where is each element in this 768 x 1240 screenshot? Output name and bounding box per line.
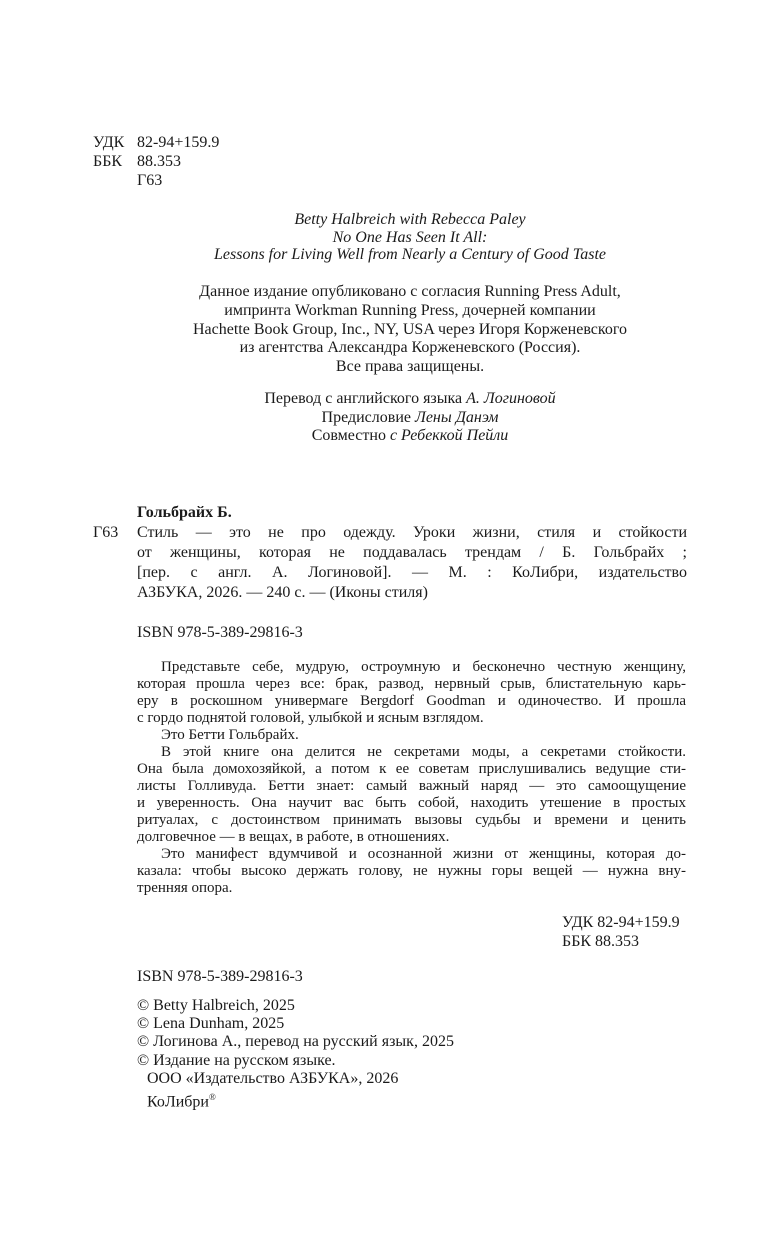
original-subtitle: Lessons for Living Well from Nearly a Century of Good Taste xyxy=(213,246,607,263)
catalog-author: Гольбрайх Б. xyxy=(137,504,232,521)
catalog-line: АЗБУКА, 2026. — 240 с. — (Иконы стиля) xyxy=(137,584,428,601)
author-mark: Г63 xyxy=(137,172,163,189)
annotation-line: которая прошла через все: брак, развод, нервный срыв, блистательную карь- xyxy=(137,676,686,692)
annotation-line: Это манифест вдумчивой и осознанной жизни от женщины, которая до- xyxy=(161,846,686,862)
catalog-isbn: ISBN 978-5-389-29816-3 xyxy=(137,624,303,641)
annotation-line: Это Бетти Гольбрайх. xyxy=(161,727,299,743)
credit-label: Совместно xyxy=(311,427,390,444)
bottom-isbn: ISBN 978-5-389-29816-3 xyxy=(137,968,303,985)
credits xyxy=(120,390,700,446)
annotation-line: Представьте себе, мудрую, остроумную и бесконечно честную женщину, xyxy=(161,659,686,675)
annotation-line: и уверенность. Она научит вас быть собой, находить утешение в простых xyxy=(137,795,686,811)
copyright-line: © Издание на русском языке. xyxy=(137,1051,336,1069)
registered-mark: ® xyxy=(209,1092,216,1103)
annotation-line: тренняя опора. xyxy=(137,880,233,896)
credit-name: Лены Данэм xyxy=(414,408,499,426)
rights-notice xyxy=(120,283,700,377)
udk-label: УДК xyxy=(93,134,125,151)
credit-label: Перевод с английского языка xyxy=(264,390,467,407)
rights-line: из агентства Александра Корженевского (Россия). xyxy=(239,339,581,357)
bbk-label: ББК xyxy=(93,153,123,170)
coauthor-credit xyxy=(120,427,700,446)
copyright-line: © Betty Halbreich, 2025 xyxy=(137,997,295,1014)
bottom-udk: УДК 82-94+159.9 xyxy=(562,914,680,931)
original-authors: Betty Halbreich with Rebecca Paley xyxy=(294,211,526,228)
rights-line: импринта Workman Running Press, дочерней компании xyxy=(224,301,596,319)
annotation-line: Она была домохозяйкой, а потом к ее советам прислушивались ведущие сти- xyxy=(137,761,686,777)
copyright-block xyxy=(137,997,454,1112)
rights-line: Все права защищены. xyxy=(335,358,485,376)
annotation-line: долговечное — в вещах, в работе, в отношениях. xyxy=(137,829,450,845)
rights-line: Hachette Book Group, Inc., NY, USA через Игоря Корженевского xyxy=(192,320,628,338)
bbk-value: 88.353 xyxy=(137,153,181,170)
classification-codes xyxy=(93,133,219,190)
copyright-line: © Lena Dunham, 2025 xyxy=(137,1015,285,1033)
annotation-line: с гордо поднятой головой, улыбкой и ясным взглядом. xyxy=(137,710,484,726)
imprint-name: КоЛибри xyxy=(147,1093,209,1111)
copyright-line xyxy=(137,1088,454,1112)
annotation-line: листы Голливуда. Бетти знает: самый важный наряд — это самоощущение xyxy=(137,778,686,794)
credit-label: Предисловие xyxy=(321,408,415,426)
foreword-credit xyxy=(120,409,700,428)
catalog-mark: Г63 xyxy=(93,524,119,541)
translator-credit xyxy=(120,390,700,409)
credit-name: с Ребеккой Пейли xyxy=(389,427,509,444)
original-title: No One Has Seen It All: xyxy=(332,228,488,246)
annotation xyxy=(137,659,686,897)
catalog-entry xyxy=(93,503,687,643)
credit-name: А. Логиновой xyxy=(466,390,556,407)
annotation-line: В этой книге она делится не секретами моды, а секретами стойкости. xyxy=(161,744,686,760)
catalog-line: [пер. с англ. А. Логиновой]. — М. : КоЛибри, издательство xyxy=(137,564,687,581)
catalog-line: от женщины, которая не поддавалась трендам / Б. Гольбрайх ; xyxy=(137,544,687,561)
rights-line: Данное издание опубликовано с согласия Running Press Adult, xyxy=(199,283,621,300)
annotation-line: еру в роскошном универмаге Bergdorf Goodman и одиночество. И прошла xyxy=(137,693,686,709)
catalog-line: Стиль — это не про одежду. Уроки жизни, стиля и стойкости xyxy=(137,524,687,541)
annotation-line: ритуалах, с достоинством принимать вызовы судьбы и времени и ценить xyxy=(137,812,686,828)
copyright-line: ООО «Издательство АЗБУКА», 2026 xyxy=(147,1069,399,1087)
original-title-block xyxy=(150,211,670,264)
udk-value: 82-94+159.9 xyxy=(137,134,220,151)
copyright-line: © Логинова А., перевод на русский язык, 2025 xyxy=(137,1033,454,1051)
annotation-line: казала: чтобы высоко держать голову, не нужны горы вещей — нужна вну- xyxy=(137,863,686,879)
bottom-bbk: ББК 88.353 xyxy=(562,933,640,950)
bottom-codes xyxy=(562,913,680,951)
